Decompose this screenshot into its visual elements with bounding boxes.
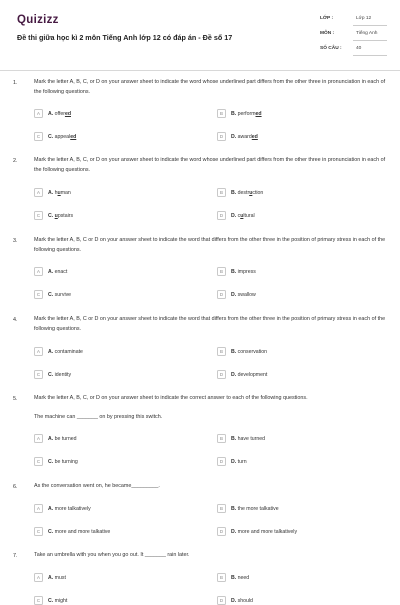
option-word: development <box>237 371 268 378</box>
option-word: might <box>54 597 68 604</box>
question-text: As the conversation went on, he became_________. <box>34 483 160 489</box>
option-letter-box: B <box>217 267 226 276</box>
option-text <box>48 292 71 298</box>
option-text <box>48 213 73 219</box>
option-label: D. <box>231 291 237 298</box>
underlined-part: u <box>240 212 244 219</box>
option-label: B. <box>231 348 237 355</box>
option-word: survive <box>54 291 72 298</box>
option-letter-box: D <box>217 527 226 536</box>
option-text <box>231 575 249 581</box>
option-label: C. <box>48 458 54 465</box>
option-text <box>48 190 71 196</box>
option-word: turn <box>237 458 247 465</box>
option-word: be turning <box>54 458 78 465</box>
option-letter-box: A <box>34 573 43 582</box>
answer-option-a[interactable] <box>34 267 204 276</box>
answer-option-d[interactable] <box>217 596 387 605</box>
answer-option-a[interactable] <box>34 573 204 582</box>
question-number: 2. <box>13 158 18 164</box>
option-label: D. <box>231 212 237 219</box>
option-word: perform <box>237 110 256 117</box>
option-label: A. <box>48 435 54 442</box>
option-label: B. <box>231 435 237 442</box>
option-letter-box: A <box>34 188 43 197</box>
option-letter-box: D <box>217 290 226 299</box>
option-text <box>231 190 263 196</box>
option-label: C. <box>48 212 54 219</box>
option-text <box>231 111 262 117</box>
answer-option-b[interactable] <box>217 109 387 118</box>
option-word: enact <box>54 268 68 275</box>
option-text <box>48 134 76 140</box>
answer-option-d[interactable] <box>217 290 387 299</box>
meta-label: MÔN : <box>320 31 335 36</box>
option-letter-box: B <box>217 434 226 443</box>
option-label: B. <box>231 189 237 196</box>
option-letter-box: C <box>34 290 43 299</box>
option-word: h <box>54 189 58 196</box>
option-label: B. <box>231 268 237 275</box>
option-label: A. <box>48 189 54 196</box>
option-word: more talkatively <box>54 505 91 512</box>
question-number: 3. <box>13 238 18 244</box>
option-word: impress <box>237 268 256 275</box>
option-text <box>231 213 255 219</box>
option-label: B. <box>231 110 237 117</box>
option-word: destr <box>237 189 250 196</box>
answer-option-c[interactable] <box>34 370 204 379</box>
option-text <box>231 598 253 604</box>
option-text <box>231 292 256 298</box>
option-word: need <box>237 574 250 581</box>
meta-label: LỚP : <box>320 16 334 21</box>
answer-option-c[interactable] <box>34 132 204 141</box>
option-text <box>48 575 66 581</box>
question-text: Take an umbrella with you when you go out. It _______ rain later. <box>34 552 190 558</box>
question-text: Mark the letter A, B, C or D on your answer sheet to indicate the word that differs from the other three in the position of primary stress in each of the following questions. <box>34 237 386 253</box>
option-text <box>231 529 297 535</box>
option-word: c <box>237 212 241 219</box>
option-word: more and more talkative <box>54 528 111 535</box>
option-word: contaminate <box>54 348 83 355</box>
option-word: have turned <box>237 435 266 442</box>
option-text <box>231 436 265 442</box>
question-number: 6. <box>13 484 18 490</box>
option-text <box>48 269 67 275</box>
option-word-rest: ction <box>252 189 264 196</box>
option-letter-box: C <box>34 132 43 141</box>
answer-option-c[interactable] <box>34 290 204 299</box>
underlined-part: u <box>54 212 58 219</box>
worksheet-header <box>0 0 400 68</box>
option-letter-box: D <box>217 457 226 466</box>
underlined-part: ed <box>251 133 258 140</box>
meta-value: Lớp 12 <box>356 16 372 21</box>
option-text <box>231 506 279 512</box>
option-letter-box: D <box>217 596 226 605</box>
answer-option-b[interactable] <box>217 434 387 443</box>
question-stem: The machine can _______ on by pressing this switch. <box>34 414 163 420</box>
question-text: Mark the letter A, B, C, or D on your answer sheet to indicate the correct answer to each of the following questions. <box>34 395 308 401</box>
option-label: A. <box>48 505 54 512</box>
option-letter-box: B <box>217 573 226 582</box>
option-letter-box: B <box>217 504 226 513</box>
option-letter-box: D <box>217 370 226 379</box>
option-text <box>48 598 67 604</box>
option-label: D. <box>231 371 237 378</box>
option-word: more and more talkatively <box>237 528 298 535</box>
option-letter-box: A <box>34 109 43 118</box>
option-letter-box: A <box>34 434 43 443</box>
underlined-part: u <box>57 189 61 196</box>
meta-question-count <box>320 46 388 57</box>
meta-underline <box>353 55 387 56</box>
option-label: C. <box>48 291 54 298</box>
option-letter-box: C <box>34 527 43 536</box>
answer-option-c[interactable] <box>34 457 204 466</box>
option-word-rest: pstairs <box>57 212 74 219</box>
option-label: D. <box>231 133 237 140</box>
option-text <box>231 459 247 465</box>
option-word: swallow <box>237 291 256 298</box>
underlined-part: ed <box>64 110 71 117</box>
option-word: award <box>237 133 252 140</box>
option-letter-box: C <box>34 211 43 220</box>
option-word: appeal <box>54 133 71 140</box>
answer-option-d[interactable] <box>217 527 387 536</box>
meta-class <box>320 16 388 27</box>
option-text <box>48 529 110 535</box>
option-letter-box: D <box>217 132 226 141</box>
meta-underline <box>353 40 387 41</box>
question-text: Mark the letter A, B, C or D on your answer sheet to indicate the word that differs from the other three in the position of primary stress in each of the following questions. <box>34 316 386 332</box>
question-number: 5. <box>13 396 18 402</box>
option-word: be turned <box>54 435 77 442</box>
option-label: B. <box>231 505 237 512</box>
option-label: A. <box>48 268 54 275</box>
answer-option-d[interactable] <box>217 132 387 141</box>
meta-label: SỐ CÂU : <box>320 46 342 51</box>
option-word: offer <box>54 110 65 117</box>
answer-option-c[interactable] <box>34 211 204 220</box>
option-letter-box: C <box>34 457 43 466</box>
option-word: the more talkative <box>237 505 279 512</box>
question-number: 7. <box>13 553 18 559</box>
answer-option-a[interactable] <box>34 434 204 443</box>
answer-option-a[interactable] <box>34 188 204 197</box>
answer-option-d[interactable] <box>217 370 387 379</box>
quizizz-logo: Quizizz <box>17 14 59 26</box>
answer-option-a[interactable] <box>34 504 204 513</box>
option-label: D. <box>231 458 237 465</box>
answer-option-b[interactable] <box>217 573 387 582</box>
option-text <box>48 349 83 355</box>
meta-underline <box>353 25 387 26</box>
option-text <box>48 436 77 442</box>
answer-option-b[interactable] <box>217 188 387 197</box>
underlined-part: ed <box>255 110 262 117</box>
meta-value: 40 <box>356 46 362 51</box>
option-letter-box: D <box>217 211 226 220</box>
option-text <box>48 459 78 465</box>
option-letter-box: A <box>34 347 43 356</box>
answer-option-a[interactable] <box>34 347 204 356</box>
option-word-rest: ltural <box>243 212 255 219</box>
answer-option-d[interactable] <box>217 211 387 220</box>
option-word: identity <box>54 371 72 378</box>
option-word-rest: man <box>60 189 71 196</box>
option-label: C. <box>48 133 54 140</box>
question-text: Mark the letter A, B, C, or D on your answer sheet to indicate the word whose underlined part differs from the other three in pronunciation in each of the following questions. <box>34 79 386 95</box>
option-label: C. <box>48 597 54 604</box>
answer-option-b[interactable] <box>217 504 387 513</box>
answer-option-a[interactable] <box>34 109 204 118</box>
meta-value: Tiếng Anh <box>356 31 378 36</box>
option-text <box>48 372 71 378</box>
option-text <box>231 349 267 355</box>
option-text <box>48 506 91 512</box>
option-text <box>48 111 71 117</box>
underlined-part: u <box>249 189 253 196</box>
question-number: 1. <box>13 80 18 86</box>
option-text <box>231 134 258 140</box>
option-label: A. <box>48 110 54 117</box>
option-label: A. <box>48 574 54 581</box>
answer-option-c[interactable] <box>34 527 204 536</box>
option-word: conservation <box>237 348 268 355</box>
option-label: B. <box>231 574 237 581</box>
option-letter-box: B <box>217 188 226 197</box>
page-title: Đề thi giữa học kì 2 môn Tiếng Anh lớp 12 có đáp án - Đề số 17 <box>17 33 233 42</box>
option-text <box>231 269 256 275</box>
option-letter-box: C <box>34 370 43 379</box>
meta-subject <box>320 31 388 42</box>
option-label: D. <box>231 597 237 604</box>
answer-option-d[interactable] <box>217 457 387 466</box>
option-letter-box: C <box>34 596 43 605</box>
answer-option-b[interactable] <box>217 347 387 356</box>
option-letter-box: B <box>217 347 226 356</box>
header-divider <box>0 70 400 71</box>
option-label: C. <box>48 528 54 535</box>
question-number: 4. <box>13 317 18 323</box>
answer-option-b[interactable] <box>217 267 387 276</box>
option-letter-box: B <box>217 109 226 118</box>
answer-option-c[interactable] <box>34 596 204 605</box>
option-label: A. <box>48 348 54 355</box>
option-letter-box: A <box>34 267 43 276</box>
option-letter-box: A <box>34 504 43 513</box>
option-label: C. <box>48 371 54 378</box>
option-text <box>231 372 267 378</box>
underlined-part: ed <box>70 133 77 140</box>
question-text: Mark the letter A, B, C, or D on your answer sheet to indicate the word whose underlined part differs from the other three in pronunciation in each of the following questions. <box>34 157 386 173</box>
option-word: must <box>54 574 66 581</box>
option-label: D. <box>231 528 237 535</box>
option-word: should <box>237 597 253 604</box>
